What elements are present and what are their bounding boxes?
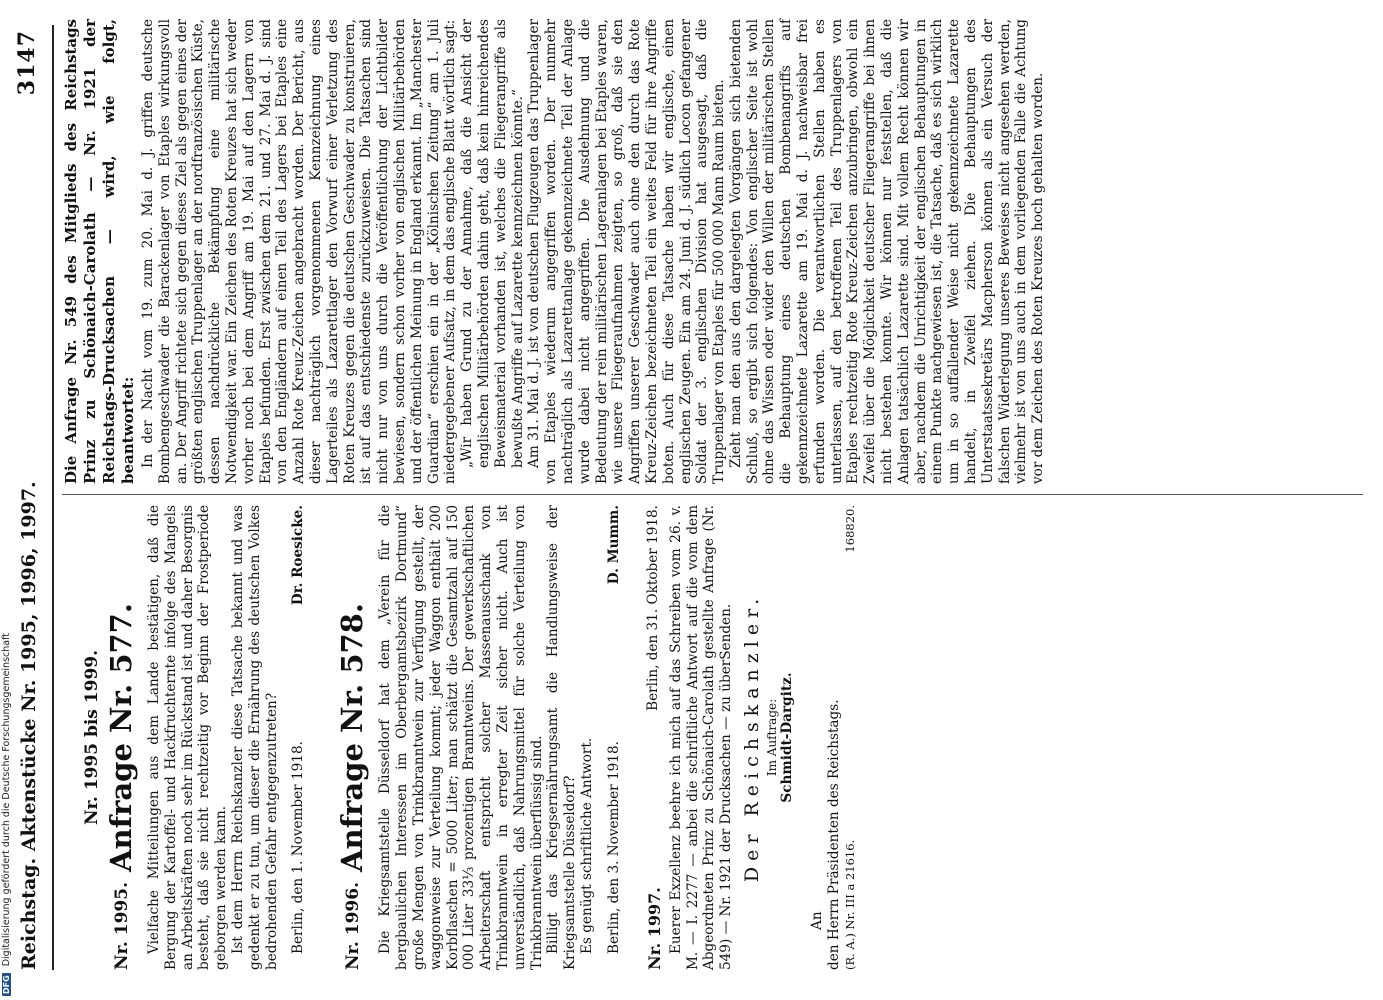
anfrage-578-paragraph-2: Billigt das Kriegsernährungsamt die Handlungsweise der Kriegsamtstelle Düsseldorf? (545, 505, 579, 970)
reference-line (843, 505, 860, 970)
address-recipient: den Herrn Präsidenten des Reichstags. (825, 699, 842, 970)
dfg-logo-icon: DFG (2, 975, 11, 994)
item-number-1996: Nr. 1996. (343, 881, 364, 970)
running-title: Reichstag. Aktenstücke Nr. 1995, 1996, 1997. (18, 481, 40, 970)
credit-text: Digitalisierung gefördert durch die Deutsche Forschungsgemeinschaft (1, 632, 12, 967)
anfrage-577-paragraph-1: Vielfache Mitteilungen aus dem Lande bestätigen, daß die Bergung der Kartoffel- und Hackfruchternte infolge des Mangels an Arbeitskräften noch sehr im Rückstand ist und daher Besorgnis besteht, daß sie nicht rechtzeitig vor Beginn der Frostperiode geborgen werden kann. (146, 505, 230, 970)
anfrage-577-title (104, 505, 138, 970)
antwort-paragraph-2: Am 31. Mai d. J. ist von deutschen Flugzeugen das Truppenlager von Etaples wiederum angegriffen worden. Der nunmehr nachträglich als Lazarettanlage gekennzeichnete Teil der Anlage wurde dabei nicht angegriffen. Die Ausdehnung und die Bedeutung der rein militärischen Lageranlagen bei Etaples waren, wie unsere Fliegeraufnahmen zeigten, so groß, daß sie den Angriffen unserer Geschwader auch ohne den durch das Rote Kreuz-Zeichen bezeichneten Teil ein weites Feld für ihre Angriffe boten. Auch für diese Tatsache haben wir englische, einen englischen Zeugen. Ein am 24. Juni d. J. südlich Locon gefangener Soldat der 3. englischen Division hat ausgesagt, daß die Truppenlager von Etaples für 500 000 Mann Raum bieten. (526, 19, 728, 484)
im-auftrage-label: Im Auftrage: (764, 698, 779, 777)
antwort-paragraph-3: Zieht man den aus den dargelegten Vorgängen sich bietenden Schluß, so ergibt sich folgendes: Von englischer Seite ist wohl ohne das Wissen oder wider den Willen der militärischen Stellen die Behauptung eines deutschen Bombenangriffs auf gekennzeichnete Lazarette am 19. Mai d. J. nachweisbar frei erfunden worden. Die verantwortlichen Stellen haben es unterlassen, auf den betroffenen Teil des Truppenlagers von Etaples rechtzeitig Rote Kreuz-Zeichen anzubringen, obwohl ein Zweifel über die Möglichkeit deutscher Fliegerangriffe bei ihnen nicht bestehen konnte. Wir können nur feststellen, daß die Anlagen tatsächlich Lazarette sind. Mit vollem Recht können wir aber, nachdem die Unrichtigkeit der englischen Behauptungen in einem Punkte nachgewiesen ist, die Tatsache, daß es sich wirklich um in so auffallender Weise nicht gekennzeichnete Lazarette handelt, in Zweifel ziehen. Die Behauptungen des Unterstaatssekretärs Macpherson können als ein Versuch der falschen Widerlegung unseres Beweises nicht angesehen werden, vielmehr ist von uns auch in dem vorliegenden Falle die Achtung vor dem Zeichen des Roten Kreuzes hoch gehalten worden. (727, 19, 1047, 484)
anfrage-578-paragraph-1: Die Kriegsamtstelle Düsseldorf hat dem „Verein für die bergbaulichen Interessen im Oberbergamtsbezirk Dortmund“ große Mengen von Trinkbranntwein zur Verfügung gestellt, der waggonweise zur Verteilung kommt; jeder Waggon enthält 200 Korbflaschen = 5000 Liter; man schätzt die Gesamtzahl auf 150 000 Liter 33⅓ prozentigen Branntweins. Der gewerkschaftlichen Arbeiterschaft entspricht solcher Massenausschank von Trinkbranntwein in erregter Zeit sicher nicht. Auch ist unverständlich, daß Nahrungsmittel für solche Verteilung von Trinkbranntwein überflüssig sind. (377, 505, 545, 970)
antwort-quote: „Wir haben Grund zu der Annahme, daß die Ansicht der englischen Militärbehörden dahin geht, daß kein hinreichendes Beweismaterial vorhanden ist, welches die Fliegerangriffe als bewußte Angriffe auf Lazarette kennzeichnen könnte.“ (459, 19, 526, 468)
antwort-heading: Die Anfrage Nr. 549 des Mitglieds des Reichstags Prinz zu Schönaich-Carolath — Nr. 1921 der Reichstags-Drucksachen — wird, wie folgt, beantwortet: (62, 19, 137, 484)
column-divider (62, 494, 1363, 495)
left-column (62, 505, 1353, 970)
schmidt-dargitz-signature: Schmidt-Dargitz. (778, 672, 795, 803)
reference-number: (R. A.) Nr. III a 21616. (842, 839, 857, 970)
item-1997-date: Berlin, den 31. Oktober 1918. (644, 505, 661, 711)
reichskanzler-signature: Der Reichskanzler. (740, 592, 763, 883)
page-number: 3147 (14, 30, 40, 96)
reference-code: 168820. (842, 505, 857, 553)
anfrage-577-signer: Dr. Roesicke. (290, 505, 307, 606)
anfrage-577-paragraph-2: Ist dem Herrn Reichskanzler diese Tatsache bekannt und was gedenkt er zu tun, um dieser die Ernährung des deutschen Volkes bedrohenden Gefahr entgegenzutreten? (229, 505, 280, 970)
section-range: Nr. 1995 bis 1999. (82, 649, 102, 826)
anfrage-578-signature (606, 505, 623, 970)
anfrage-578-date: Berlin, den 3. November 1918. (605, 741, 622, 954)
address-an: An (808, 911, 825, 930)
anfrage-578-heading: Anfrage Nr. 578. (335, 603, 370, 872)
item-1997-header (645, 505, 662, 970)
anfrage-578-signer: D. Mumm. (605, 505, 622, 585)
antwort-paragraph-1: In der Nacht vom 19. zum 20. Mai d. J. griffen deutsche Bombengeschwader die Barackenlager von Etaples wirkungsvoll an. Der Angriff richtete sich gegen dieses Ziel als gegen eines der größten englischen Truppenlager an der nordfranzösischen Küste, dessen nachdrückliche Bekämpfung eine militärische Notwendigkeit war. Ein Zeichen des Roten Kreuzes hat sich weder vorher noch bei dem Angriff am 19. Mai auf den Lagern von Etaples befunden. Erst zwischen dem 21. und 27. Mai d. J. sind von den Engländern auf einen Teil des Lagers bei Etaples eine Anzahl Rote Kreuz-Zeichen angebracht worden. Der Bericht, aus dieser nachträglich vorgenommenen Kennzeichnung eines Lagerteiles als Lazarettlager den Vorwurf einer Verletzung des Roten Kreuzes gegen die deutschen Geschwader zu konstruieren, ist auf das entschiedenste zurückzuweisen. Die Tatsachen sind nicht nur von uns durch die Veröffentlichung der Lichtbilder bewiesen, sondern schon vorher von englischen Militärbehörden und der öffentlichen Meinung in England erkannt. Im „Manchester Guardian“ erschien ein in der „Kölnischen Zeitung“ am 1. Juli niedergegebener Aufsatz, in dem das englische Blatt wörtlich sagt: (140, 19, 459, 484)
item-number-1997: Nr. 1997. (644, 887, 664, 970)
anfrage-577-signature (290, 505, 307, 970)
anfrage-577-date: Berlin, den 1. November 1918. (290, 741, 307, 954)
right-column (62, 19, 1353, 484)
anfrage-578-paragraph-3: Es genügt schriftliche Antwort. (578, 737, 595, 954)
item-number-1995: Nr. 1995. (112, 881, 132, 970)
anfrage-577-heading: Anfrage Nr. 577. (104, 603, 138, 872)
header-rule (52, 25, 54, 970)
anfrage-578-title (335, 505, 369, 970)
item-1997-paragraph: Euerer Exzellenz beehre ich mich auf das Schreiben vom 26. v. M. — I. 2277 — anbei die schriftliche Antwort auf die vom dem Abgeordneten Prinz zu Schönaich-Carolath gestellte Anfrage (Nr. 549) — Nr. 1921 der Drucksachen — zu überSenden. (667, 505, 735, 970)
digitization-credit (1, 0, 15, 996)
